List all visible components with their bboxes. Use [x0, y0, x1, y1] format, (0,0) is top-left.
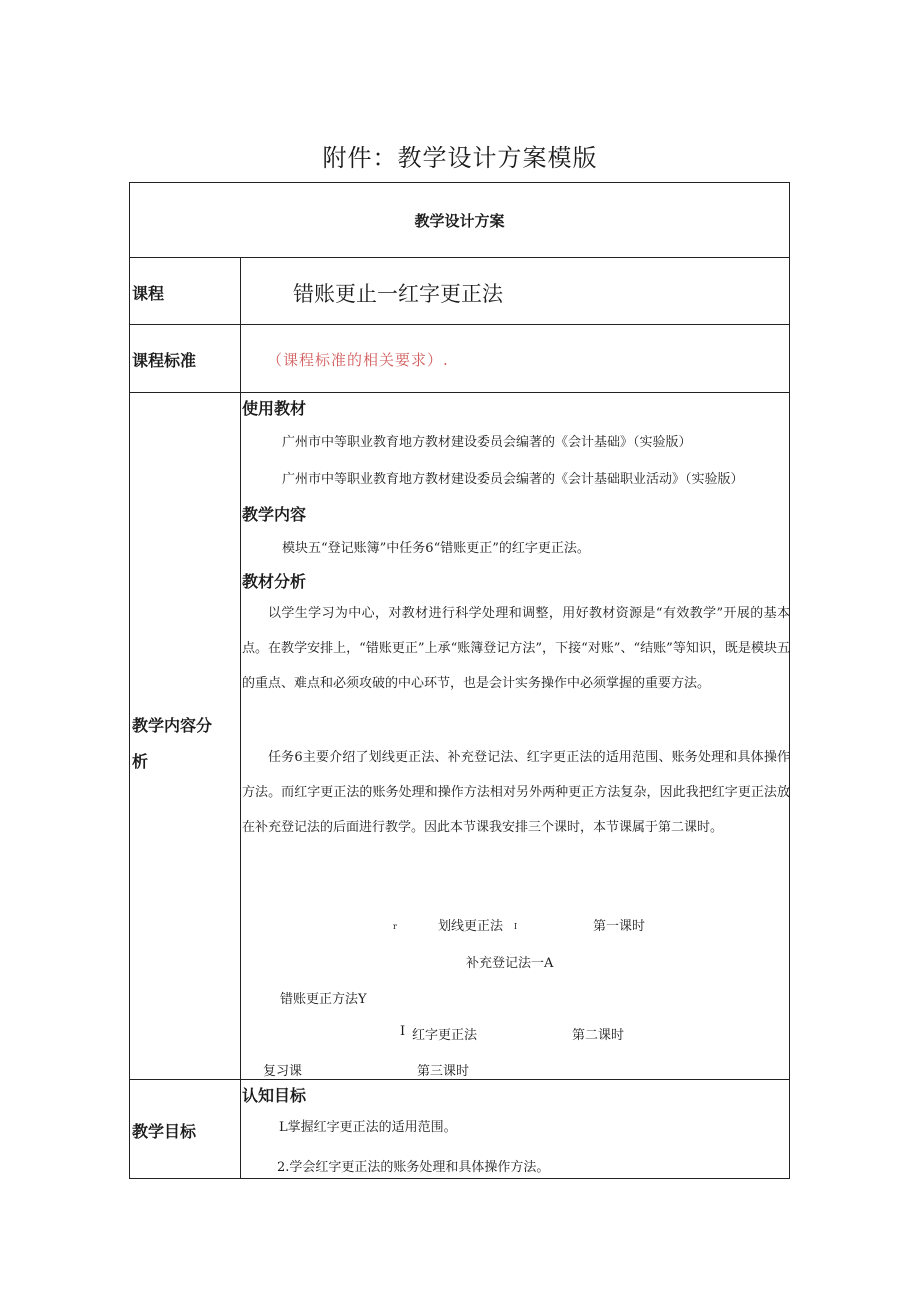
- diagram-session-2: 第二课时: [572, 1028, 625, 1043]
- objective-item: 2.学会红字更正法的账务处理和具体操作方法。: [277, 1160, 550, 1175]
- diagram-mark: I: [514, 922, 518, 931]
- table-border-top: [129, 182, 790, 183]
- table-header: 教学设计方案: [414, 212, 505, 230]
- row-divider: [129, 324, 790, 325]
- diagram-review: 复习课: [263, 1064, 303, 1079]
- lesson-plan-table: [129, 182, 790, 1179]
- cognitive-objectives-heading: 认知目标: [242, 1086, 307, 1105]
- textbook-item: 广州市中等职业教育地方教材建设委员会编著的《会计基础》（实验版）: [282, 435, 692, 450]
- table-border-bottom: [129, 1178, 790, 1179]
- diagram-method-red-correction: 红字更正法: [412, 1028, 478, 1043]
- diagram-method-strikethrough: 划线更正法: [438, 919, 504, 934]
- column-divider: [240, 257, 241, 1179]
- content-text: 模块五“登记账簿”中任务6“错账更正”的红字更正法。: [282, 541, 590, 556]
- standard-label: 课程标准: [132, 351, 197, 370]
- content-analysis-label-line1: 教学内容分: [132, 716, 213, 735]
- row-divider: [129, 392, 790, 393]
- diagram-mark: r: [393, 922, 397, 931]
- diagram-session-3: 第三课时: [417, 1064, 470, 1079]
- textbook-heading: 使用教材: [242, 399, 307, 418]
- content-heading: 教学内容: [242, 505, 307, 524]
- table-border-left: [129, 182, 130, 1179]
- course-title: 错账更止一红字更正法: [293, 282, 503, 306]
- row-divider: [129, 257, 790, 258]
- diagram-root: 错账更正方法Y: [280, 992, 367, 1007]
- analysis-heading: 教材分析: [242, 572, 307, 591]
- diagram-method-supplement: 补充登记法一A: [466, 956, 554, 971]
- textbook-item: 广州市中等职业教育地方教材建设委员会编著的《会计基础职业活动》（实验版）: [282, 472, 744, 487]
- analysis-paragraph-2: 任务6主要介绍了划线更正法、补充登记法、红字更正法的适用范围、账务处理和具体操作方法。而红字更正法的账务处理和操作方法相对另外两种更正方法复杂，因此我把红字更正法放在补充登记法的后面进行教学。因此本节课我安排三个课时，本节课属于第二课时。: [242, 750, 790, 835]
- analysis-paragraph-1: 以学生学习为中心，对教材进行科学处理和调整，用好教材资源是“有效教学”开展的基本点。在教学安排上，“错账更正”上承“账簿登记方法”，下接“对账”、“结账”等知识，既是模块五的重点、难点和必须攻破的中心环节，也是会计实务操作中必须掌握的重要方法。: [242, 606, 790, 691]
- objective-item: L掌握红字更正法的适用范围。: [279, 1120, 457, 1135]
- diagram-mark: I: [400, 1024, 406, 1039]
- objectives-label: 教学目标: [132, 1122, 197, 1141]
- row-divider: [129, 1079, 790, 1080]
- standard-value: （课程标准的相关要求）.: [267, 351, 449, 369]
- content-analysis-label-line2: 析: [132, 752, 149, 771]
- course-label: 课程: [132, 284, 165, 303]
- diagram-session-1: 第一课时: [593, 919, 646, 934]
- page-title: 附件：教学设计方案模版: [322, 144, 598, 172]
